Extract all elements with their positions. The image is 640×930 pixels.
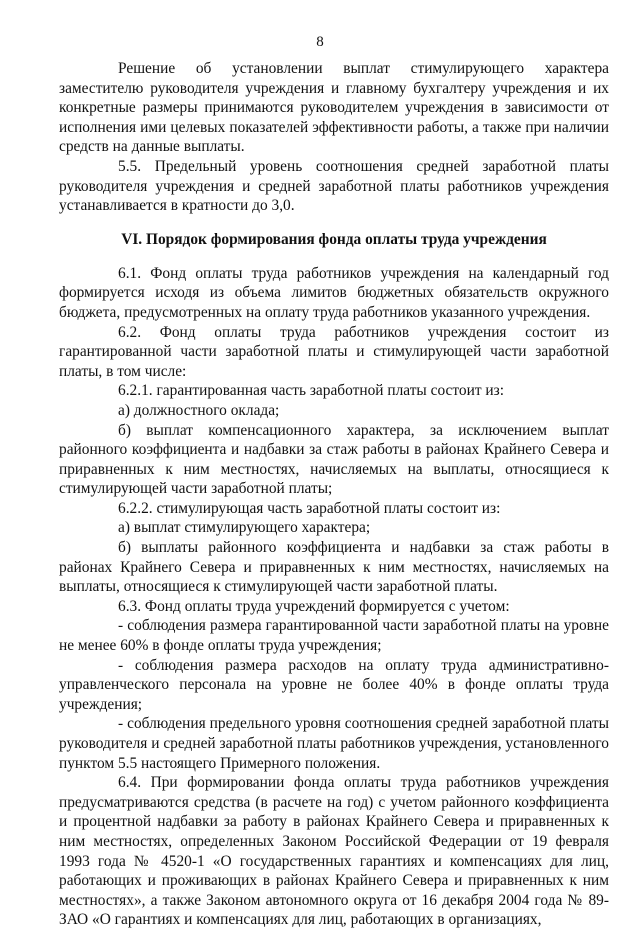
paragraph-deputy-payments: Решение об установлении выплат стимулирующего характера заместителю руководителя учреждения и главному бухгалтеру учреждения и их конкретные размеры принимаются руководителем учреждения в зависимости от исполнения ими целевых показателей эффективности работы, а также при наличии средств на данные выплаты.	[59, 60, 609, 156]
paragraph-6-2-2: 6.2.2. стимулирующая часть заработной платы состоит из:	[118, 499, 501, 517]
paragraph-6-2-1-a: а) должностного оклада;	[118, 401, 280, 419]
list-item-guaranteed-share: - соблюдения размера гарантированной части заработной платы на уровне не менее 60% в фонде оплаты труда учреждения;	[59, 617, 609, 655]
paragraph-6-4: 6.4. При формировании фонда оплаты труда работников учреждения предусматриваются средства (в расчете на год) с учетом районного коэффициента и процентной надбавки за работу в районах Крайнего Севера и приравненных к ним местностях, определенных Законом Российской Федерации от 19 февраля 1993 года № 4520-1 «О государственных гарантиях и компенсациях для лиц, работающих и проживающих в районах Крайнего Севера и приравненных к ним местностях», а также Законом автономного округа от 16 декабря 2004 года № 89-ЗАО «О гарантиях и компенсациях для лиц, работающих в организациях,	[59, 774, 609, 929]
paragraph-6-2-2-a: а) выплат стимулирующего характера;	[118, 519, 371, 537]
list-item-salary-ratio: - соблюдения предельного уровня соотношения средней заработной платы руководителя и средней заработной платы работников учреждения, установленного пунктом 5.5 настоящего Примерного положения.	[59, 715, 609, 772]
section-title: VI. Порядок формирования фонда оплаты труда учреждения	[121, 230, 547, 248]
paragraph-6-1: 6.1. Фонд оплаты труда работников учреждения на календарный год формируется исходя из объема лимитов бюджетных обязательств окружного бюджета, предусмотренных на оплату труда работников указанного учреждения.	[59, 264, 609, 321]
list-item-admin-share: - соблюдения размера расходов на оплату труда административно-управленческого персонала на уровне не более 40% в фонде оплаты труда учреждения;	[59, 656, 609, 713]
paragraph-6-2-1-b: б) выплат компенсационного характера, за исключением выплат районного коэффициента и надбавки за стаж работы в районах Крайнего Севера и приравненных к ним местностях, начисляемых на выплаты, относящиеся к стимулирующей части заработной платы;	[59, 421, 609, 498]
document-body	[59, 59, 609, 930]
page-number: 8	[316, 34, 324, 50]
paragraph-5-5: 5.5. Предельный уровень соотношения средней заработной платы руководителя учреждения и средней заработной платы работников учреждения устанавливается в кратности до 3,0.	[59, 157, 609, 215]
paragraph-6-3: 6.3. Фонд оплаты труда учреждений формируется с учетом:	[118, 597, 510, 615]
paragraph-6-2-2-b: б) выплаты районного коэффициента и надбавки за стаж работы в районах Крайнего Севера и приравненных к ним местностях, начисляемых на выплаты, относящиеся к стимулирующей части заработной платы.	[59, 539, 609, 596]
paragraph-6-2-1: 6.2.1. гарантированная часть заработной платы состоит из:	[118, 382, 504, 400]
paragraph-6-2: 6.2. Фонд оплаты труда работников учреждения состоит из гарантированной части заработной платы и стимулирующей части заработной платы, в том числе:	[59, 323, 609, 380]
